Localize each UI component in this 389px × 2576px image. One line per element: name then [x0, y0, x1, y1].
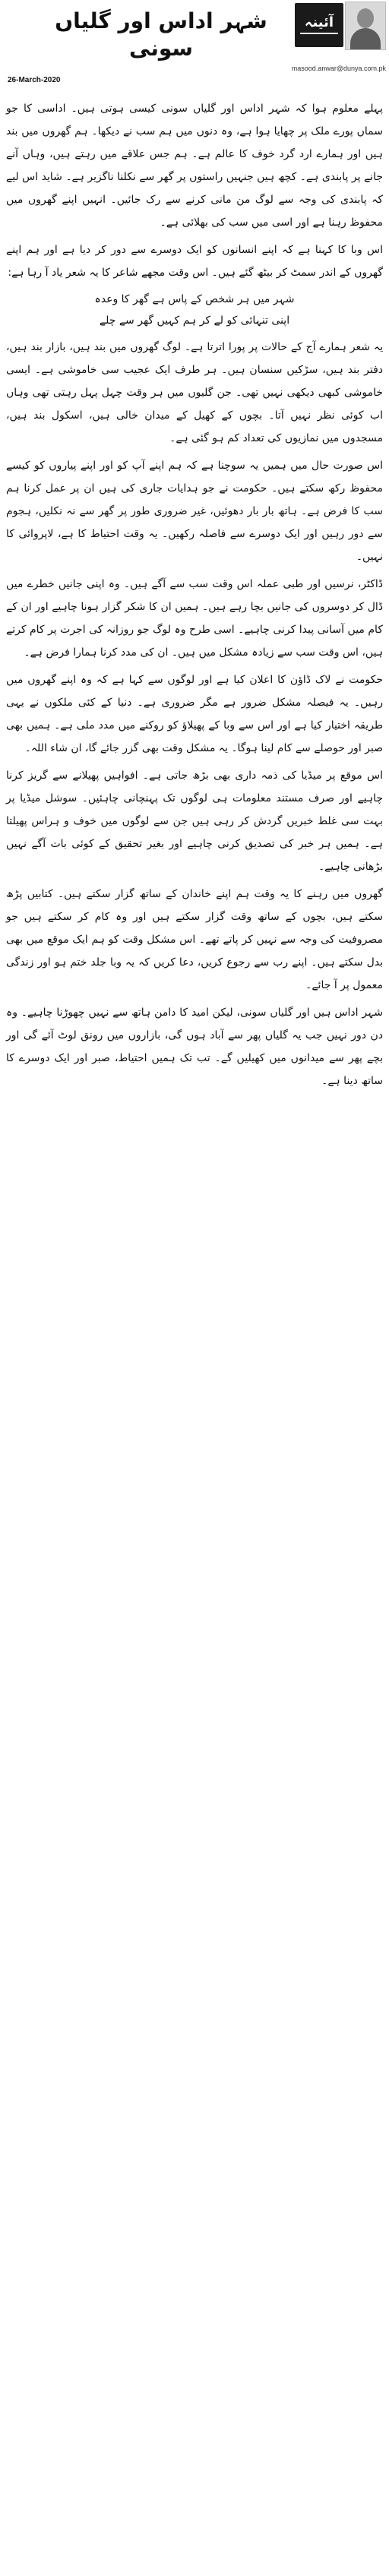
column-logo [295, 3, 343, 47]
article-body [6, 97, 383, 1097]
publish-date: 26-March-2020 [8, 76, 61, 84]
couplet-line: اپنی تنہائی کو لے کر ہم کہیں گھر سے چلے [99, 314, 290, 327]
author-email[interactable]: masood.anwar@dunya.com.pk [291, 65, 386, 72]
couplet-line: شہر میں ہر شخص کے پاس ہے گھر کا وعدہ [94, 293, 295, 305]
article-paragraph: اس موقع پر میڈیا کی ذمہ داری بھی بڑھ جاتی ہے۔ افواہیں پھیلانے سے گریز کرنا چاہیے اور صرف مستند معلومات ہی لوگوں تک پہنچانی چاہئیں۔ سوشل میڈیا پر بہت سی غلط خبریں گردش کر رہی ہیں جن سے لوگوں میں خوف و ہراس پھیلتا ہے۔ ہمیں ہر خبر کی تصدیق کرنی چاہیے اور بغیر تحقیق کے کوئی بات آگے نہیں بڑھانی چاہیے۔ [6, 770, 383, 873]
logo-divider [300, 33, 338, 34]
article-paragraph: یہ شعر ہمارے آج کے حالات پر پورا اترتا ہے۔ لوگ گھروں میں بند ہیں، بازار بند ہیں، دفتر بند ہیں، سڑکیں سنسان ہیں۔ ہر طرف ایک عجیب سی خاموشی ہے۔ ایسی خاموشی کبھی دیکھی نہیں تھی۔ جن گلیوں میں ہر وقت چہل پہل رہتی تھی وہاں اب کوئی نظر نہیں آتا۔ بچوں کے کھیل کے میدان خالی ہیں، اسکول بند ہیں، مسجدوں میں نمازیوں کی تعداد کم ہو گئی ہے۔ [6, 341, 383, 444]
article-paragraph: حکومت نے لاک ڈاؤن کا اعلان کیا ہے اور لوگوں سے کہا ہے کہ وہ اپنے گھروں میں رہیں۔ یہ فیصلہ مشکل ضرور ہے مگر ضروری ہے۔ دنیا کے کئی ملکوں نے یہی طریقہ اختیار کیا ہے اور اس سے وبا کے پھیلاؤ کو روکنے میں مدد ملی ہے۔ ہمیں بھی صبر اور حوصلے سے کام لینا ہوگا۔ یہ مشکل وقت بھی گزر جائے گا، ان شاء اللہ۔ [6, 674, 383, 754]
article-paragraph: گھروں میں رہنے کا یہ وقت ہم اپنے خاندان کے ساتھ گزار سکتے ہیں۔ کتابیں پڑھ سکتے ہیں، بچوں کے ساتھ وقت گزار سکتے ہیں اور وہ کام کر سکتے ہیں جو مصروفیت کی وجہ سے نہیں کر پاتے تھے۔ اس مشکل وقت کو ہم ایک موقع میں بھی بدل سکتے ہیں۔ اپنے رب سے رجوع کریں، دعا کریں کہ یہ وبا جلد ختم ہو اور زندگی معمول پر آ جائے۔ [6, 888, 383, 991]
page-header [0, 0, 389, 91]
article-paragraph: پہلے معلوم ہوا کہ شہر اداس اور گلیاں سونی کیسی ہوتی ہیں۔ اداسی کا جو سماں پورے ملک پر چھایا ہوا ہے، وہ دنوں میں ہم سب نے دیکھا۔ ہم گھروں میں بند ہیں اور ہمارے ارد گرد خوف کا عالم ہے۔ ہم جس علاقے میں رہتے ہیں، وہاں آنے جانے پر پابندی ہے۔ کچھ ہیں جنہیں راستوں پر گھر سے نکلنا ناگزیر ہے۔ شاید اس لیے کہ پابندی کی وجہ سے لوگ من مانی کرنے سے رک جائیں۔ انہیں اپنے گھروں میں محفوظ رہنا ہے اور اسی میں سب کی بھلائی ہے۔ [6, 103, 383, 229]
poetry-couplet [6, 289, 383, 331]
article-paragraph: شہر اداس ہیں اور گلیاں سونی، لیکن امید کا دامن ہاتھ سے نہیں چھوڑنا چاہیے۔ وہ دن دور نہیں جب یہ گلیاں پھر سے آباد ہوں گی، بازاروں میں رونق لوٹ آئے گی اور بچے پھر سے میدانوں میں کھیلیں گے۔ تب تک ہمیں احتیاط، صبر اور ایک دوسرے کا ساتھ دینا ہے۔ [6, 1007, 383, 1087]
author-photo-body [350, 28, 381, 50]
column-title: شہر اداس اور گلیاں سونی [55, 8, 267, 61]
article-paragraph: اس وبا کا کہنا ہے کہ اپنے انسانوں کو ایک دوسرے سے دور کر دیا ہے اور ہم اپنے گھروں کے اندر سمٹ کر بیٹھ گئے ہیں۔ اس وقت مجھے شاعر کا یہ شعر یاد آ رہا ہے: [6, 244, 383, 279]
article-paragraph: اس صورت حال میں ہمیں یہ سوچنا ہے کہ ہم اپنے آپ کو اور اپنے پیاروں کو کیسے محفوظ رکھ سکتے ہیں۔ حکومت نے جو ہدایات جاری کی ہیں ان پر عمل کرنا ہم سب کا فرض ہے۔ ہاتھ بار بار دھوئیں، غیر ضروری طور پر گھر سے نہ نکلیں، ہجوم سے دور رہیں اور ایک دوسرے سے فاصلہ رکھیں۔ یہ وقت احتیاط کا ہے، لاپروائی کا نہیں۔ [6, 460, 383, 563]
author-photo [345, 2, 386, 50]
author-photo-head [357, 8, 374, 28]
logo-name: آئینہ [304, 14, 334, 30]
article-paragraph: ڈاکٹر، نرسیں اور طبی عملہ اس وقت سب سے آگے ہیں۔ وہ اپنی جانیں خطرے میں ڈال کر دوسروں کی جانیں بچا رہے ہیں۔ ہمیں ان کا شکر گزار ہونا چاہیے اور ان کے کام میں آسانی پیدا کرنی چاہیے۔ اسی طرح وہ لوگ جو روزانہ کی اجرت پر کام کرتے ہیں، اس وقت سب سے زیادہ مشکل میں ہیں۔ ان کی مدد کرنا ہمارا فرض ہے۔ [6, 578, 383, 659]
